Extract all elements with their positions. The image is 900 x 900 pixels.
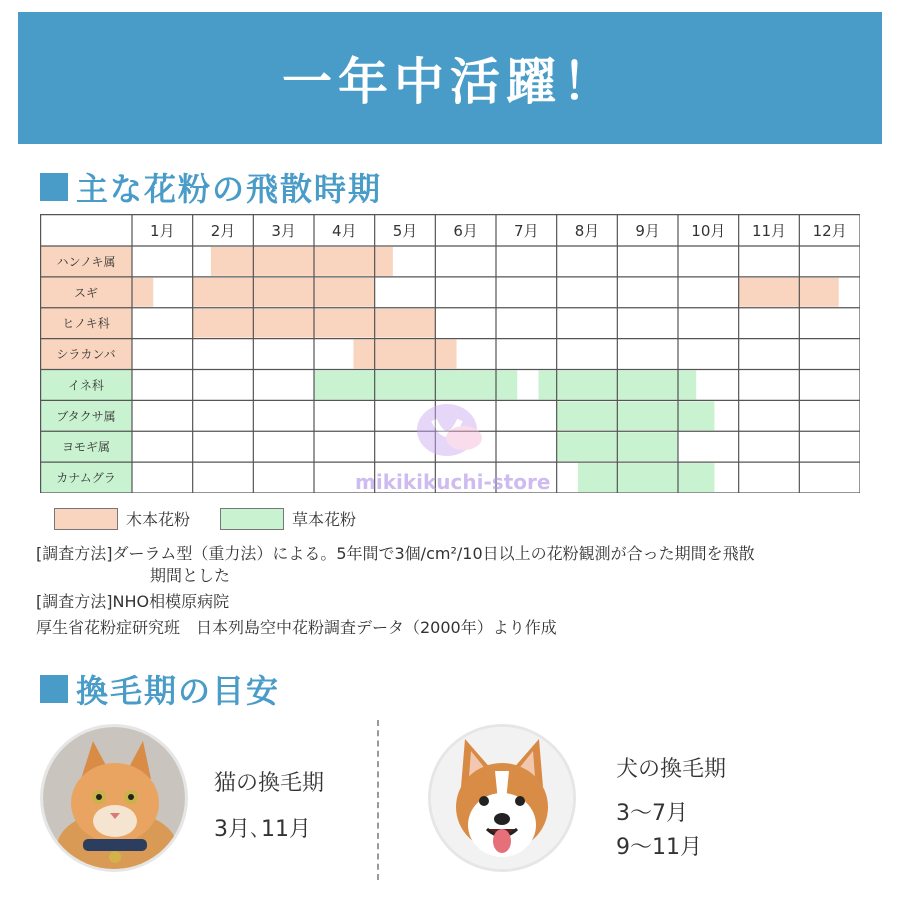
legend-swatch-grass: [220, 508, 284, 530]
divider: [377, 720, 379, 880]
month-header: 6月: [453, 222, 478, 240]
month-header: 8月: [574, 222, 600, 240]
cat-molting-title: 猫の換毛期: [214, 771, 325, 796]
dog-molting-period-1: 3～7月: [616, 801, 688, 826]
banner-title: 一年中活躍！: [282, 53, 618, 111]
cat-photo: [40, 724, 188, 872]
legend-item-grass: [220, 507, 356, 530]
note-line-1: [調査方法]ダーラム型（重力法）による。5年間で3個/cm²/10日以上の花粉観測が合った期間を飛散: [36, 544, 755, 563]
row-label: ハンノキ属: [56, 254, 116, 269]
pollen-section-heading: [40, 164, 382, 210]
square-bullet-icon: [40, 675, 68, 703]
month-header: 4月: [332, 222, 357, 240]
note-line-1b: 期間とした: [150, 566, 231, 585]
pollen-period-bar: [353, 340, 456, 369]
row-label: カナムグラ: [56, 471, 116, 486]
molting-section-heading: [40, 666, 280, 712]
month-header: 5月: [392, 222, 418, 240]
pollen-period-bar: [578, 463, 715, 492]
survey-notes: [36, 543, 876, 639]
pollen-period-bar: [211, 247, 393, 276]
dog-photo: [428, 724, 576, 872]
molting-section-title: 換毛期の目安: [76, 672, 281, 710]
square-bullet-icon: [40, 173, 68, 201]
note-line-2: [調査方法]NHO相模原病院: [36, 592, 230, 611]
legend-swatch-wood: [54, 508, 118, 530]
cat-molting-period: 3月､11月: [214, 817, 311, 842]
pollen-period-bar: [132, 278, 153, 307]
pollen-period-bar: [314, 371, 517, 400]
pollen-period-bar: [193, 278, 375, 307]
header-banner: [18, 12, 882, 144]
row-label: シラカンバ: [56, 347, 116, 362]
month-header: 11月: [751, 222, 787, 240]
watermark-text: mikikikuchi-store: [355, 470, 551, 494]
row-label: ブタクサ属: [56, 409, 116, 424]
legend-label-wood: 木本花粉: [126, 510, 191, 529]
pollen-period-bar: [557, 401, 715, 430]
dog-molting-period-2: 9～11月: [616, 835, 702, 860]
month-header: 7月: [514, 222, 539, 240]
month-header: 1月: [150, 222, 175, 240]
pollen-period-bar: [739, 278, 839, 307]
dog-molting-title: 犬の換毛期: [616, 757, 727, 782]
month-header: 2月: [210, 222, 236, 240]
pollen-section-title: 主な花粉の飛散時期: [76, 170, 383, 208]
month-header: 3月: [271, 222, 296, 240]
row-label: ヒノキ科: [62, 316, 110, 331]
month-header: 10月: [691, 222, 726, 240]
month-header: 9月: [635, 222, 660, 240]
row-label: ヨモギ属: [61, 440, 111, 455]
watermark-logo-icon: [404, 398, 490, 462]
row-label: スギ: [73, 285, 99, 300]
chart-legend: [54, 507, 386, 530]
month-header: 12月: [812, 222, 847, 240]
row-label: イネ科: [68, 378, 104, 393]
note-line-3: 厚生省花粉症研究班 日本列島空中花粉調査データ（2000年）より作成: [36, 618, 557, 637]
legend-item-wood: [54, 507, 190, 530]
legend-label-grass: 草本花粉: [292, 510, 357, 529]
